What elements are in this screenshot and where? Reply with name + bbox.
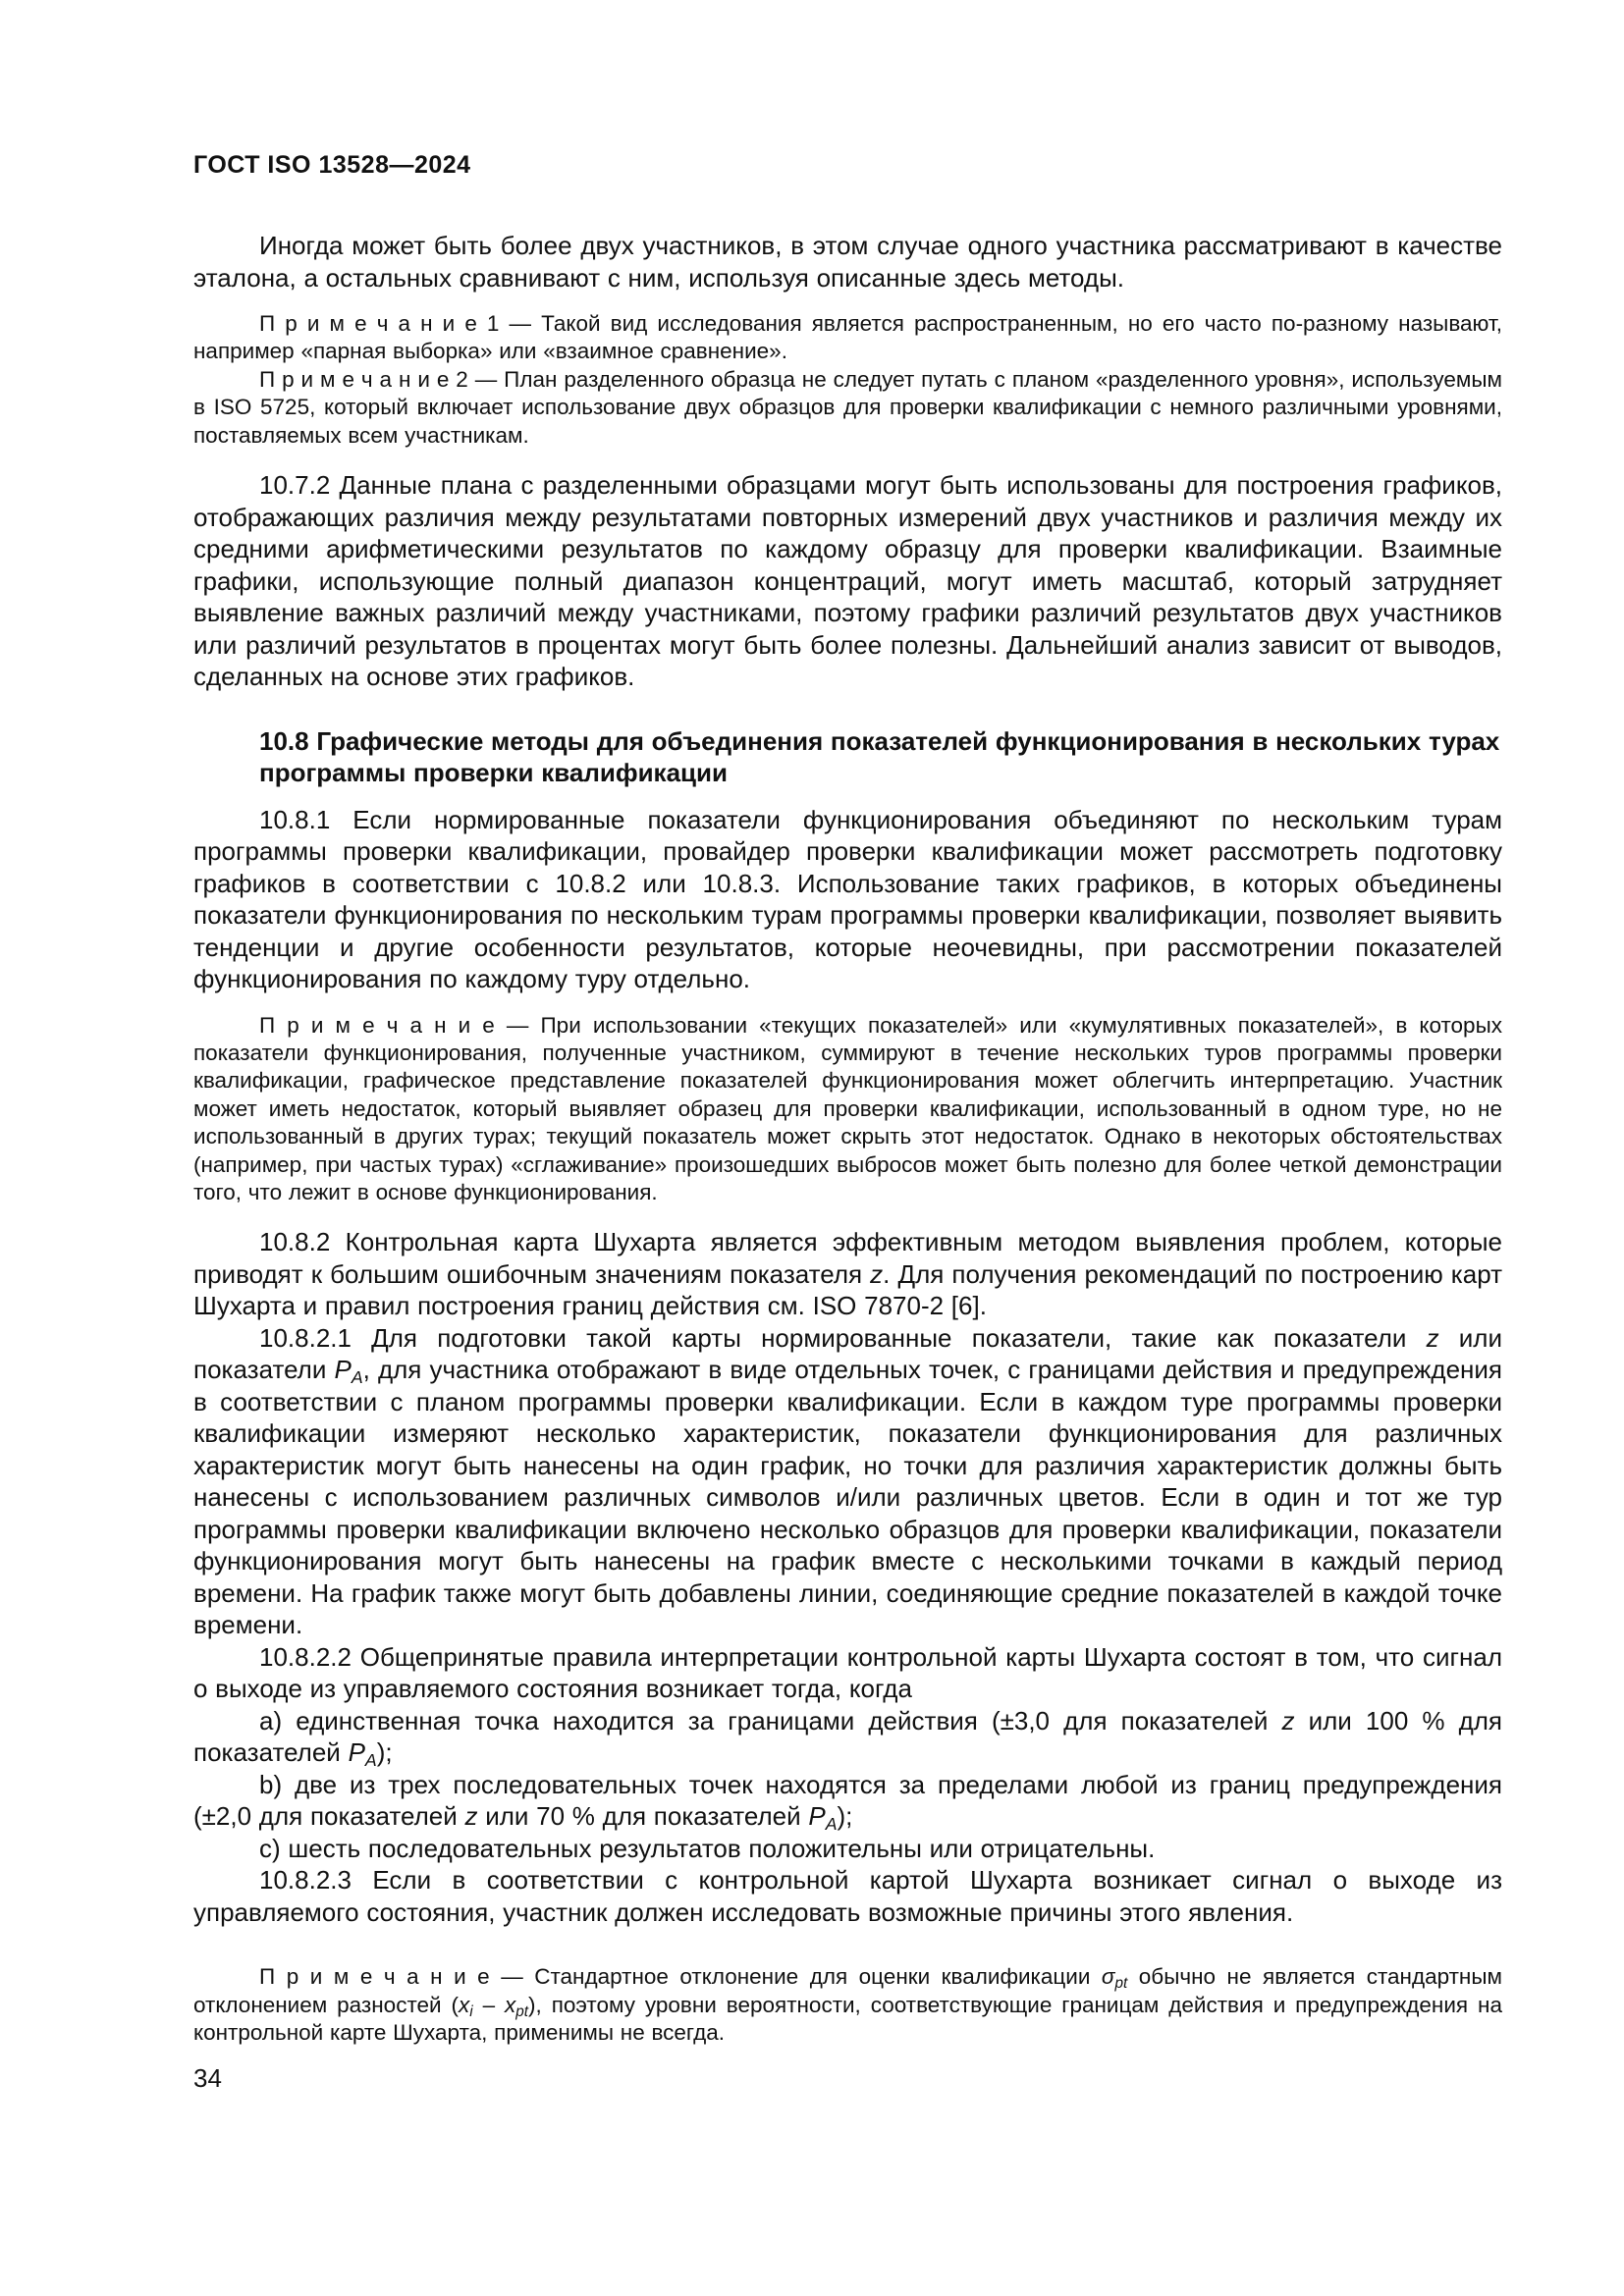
text-run: обычно не является стандартным отклонением разностей ( xyxy=(193,1964,1502,2017)
text-run: a) единственная точка находится за границами действия (±3,0 для показателей xyxy=(259,1705,1282,1735)
text-run: ); xyxy=(376,1737,393,1768)
clause-10-8-2-2 xyxy=(193,1641,1502,1705)
math-variable: x xyxy=(459,1992,470,2017)
text-run: 10.8.2.3 Если в соответствии с контрольной картой Шухарта возникает сигнал о выходе из управляемого состояния, участник должен исследовать возможные причины этого явления. xyxy=(193,1865,1502,1927)
heading-10-8 xyxy=(259,725,1502,789)
note-3 xyxy=(193,1012,1502,1207)
math-variable: pt xyxy=(1114,1975,1128,1993)
text-run: П р и м е ч а н и е 1 — Такой вид исследования является распространенным, но его часто по-разному называют, например «парная выборка» или «взаимное сравнение». xyxy=(193,311,1502,364)
text-run: ); xyxy=(837,1801,853,1832)
math-variable: P xyxy=(334,1355,352,1385)
note-2 xyxy=(193,366,1502,450)
page-number: 34 xyxy=(193,2062,222,2093)
clause-10-8-2 xyxy=(193,1226,1502,1322)
text-run: Иногда может быть более двух участников, в этом случае одного участника рассматривают в качестве эталона, а остальных сравнивают с ним, используя описанные здесь методы. xyxy=(193,231,1502,293)
running-header: ГОСТ ISO 13528—2024 xyxy=(193,151,471,179)
text-run: , для участника отображают в виде отдельных точек, с границами действия и предупреждения в соответствии с планом программы проверки квалификации. Если в каждом туре программы проверки квалификации измеряют несколько характеристик, показатели функционирования для различных характеристик могут быть нанесены на один график, но точки для различия характеристик должны быть нанесены с использованием различных символов и/или различных цветов. Если в один и тот же тур программы проверки квалификации включено несколько образцов для проверки квалификации, показатели функционирования могут быть нанесены на график вместе с несколькими точками в каждый период времени. На график также могут быть добавлены линии, соединяющие средние показателей в каждой точке времени. xyxy=(193,1355,1502,1640)
math-variable: A xyxy=(825,1813,838,1834)
math-variable: P xyxy=(348,1737,365,1768)
page-footer xyxy=(193,2062,1502,2094)
math-variable: z xyxy=(870,1258,884,1289)
text-run: 10.8.2 Контрольная карта Шухарта является эффективным методом выявления проблем, которые приводят к большим ошибочным значениям показателя xyxy=(193,1227,1502,1289)
math-variable: i xyxy=(469,2002,473,2020)
math-variable: σ xyxy=(1101,1964,1115,1990)
text-run: 10.8 Графические методы для объединения показателей функционирования в нескольких турах программы проверки квалификации xyxy=(259,725,1500,788)
note-4 xyxy=(193,1963,1502,2047)
math-variable: z xyxy=(1281,1705,1295,1735)
math-variable: pt xyxy=(515,2002,529,2020)
text-run: или показатели xyxy=(193,1322,1502,1385)
text-run: b) две из трех последовательных точек находятся за пределами любой из границ предупреждения (±2,0 для показателей xyxy=(193,1769,1502,1832)
text-run: 10.8.2.2 Общепринятые правила интерпретации контрольной карты Шухарта состоят в том, что сигнал о выходе из управляемого состояния возникает тогда, когда xyxy=(193,1641,1502,1704)
page-header xyxy=(193,152,1502,178)
text-run: c) шесть последовательных результатов положительны или отрицательны. xyxy=(259,1833,1156,1863)
math-variable: A xyxy=(351,1366,363,1387)
text-run: или 70 % для показателей xyxy=(477,1801,809,1832)
text-run: П р и м е ч а н и е 2 — План разделенного образца не следует путать с планом «разделенного уровня», используемым в ISO 5725, который включает использование двух образцов для проверки квалификации с немного различными уровнями, поставляемых всем участникам. xyxy=(193,366,1502,448)
math-variable: x xyxy=(505,1992,516,2017)
text-run: или 100 % для показателей xyxy=(193,1705,1503,1768)
document-blocks xyxy=(193,230,1502,2048)
list-item-a xyxy=(193,1705,1502,1769)
text-run: 10.7.2 Данные плана с разделенными образцами могут быть использованы для построения графиков, отображающих различия между результатами повторных измерений двух участников и различия между их средними арифметическими результатов по каждому образцу для проверки квалификации. Взаимные графики, использующие полный диапазон концентраций, могут иметь масштаб, который затрудняет выявление важных различий между участниками, поэтому графики различий результатов двух участников или различий результатов в процентах могут быть более полезны. Дальнейший анализ зависит от выводов, сделанных на основе этих графиков. xyxy=(193,470,1502,692)
clause-10-7-2 xyxy=(193,469,1502,693)
note-1 xyxy=(193,310,1502,366)
text-run: – xyxy=(472,1992,506,2017)
math-variable: A xyxy=(364,1749,377,1770)
text-run: ), поэтому уровни вероятности, соответствующие границам действия и предупреждения на контрольной карте Шухарта, применимы не всегда. xyxy=(193,1992,1502,2046)
text-run: 10.8.1 Если нормированные показатели функционирования объединяют по нескольким турам программы проверки квалификации, провайдер проверки квалификации может рассмотреть подготовку графиков в соответствии с 10.8.2 или 10.8.3. Использование таких графиков, в которых объединены показатели функционирования по нескольким турам программы проверки квалификации, позволяет выявить тенденции и другие особенности результатов, которые неочевидны, при рассмотрении показателей функционирования по каждому туру отдельно. xyxy=(193,804,1502,994)
list-item-b xyxy=(193,1769,1502,1833)
math-variable: P xyxy=(808,1801,826,1832)
paragraph-split-sample-intro xyxy=(193,230,1502,294)
math-variable: z xyxy=(1426,1322,1439,1353)
text-run: . Для получения рекомендаций по построению карт Шухарта и правил построения границ действия см. ISO 7870-2 [6]. xyxy=(193,1258,1503,1321)
clause-10-8-2-1 xyxy=(193,1322,1502,1641)
math-variable: z xyxy=(464,1801,478,1832)
clause-10-8-1 xyxy=(193,804,1502,995)
text-run: 10.8.2.1 Для подготовки такой карты нормированные показатели, такие как показатели xyxy=(259,1322,1427,1353)
text-run: П р и м е ч а н и е — Стандартное отклонение для оценки квалификации xyxy=(259,1964,1102,1990)
list-item-c xyxy=(193,1833,1502,1865)
clause-10-8-2-3 xyxy=(193,1864,1502,1928)
text-run: П р и м е ч а н и е — При использовании «текущих показателей» или «кумулятивных показателей», в которых показатели функционирования, полученные участником, суммируют в течение нескольких туров программы проверки квалификации, графическое представление показателей функционирования может облегчить интерпретацию. Участник может иметь недостаток, который выявляет образец для проверки квалификации, использованный в одном туре, но не использованный в других турах; текущий показатель может скрыть этот недостаток. Однако в некоторых обстоятельствах (например, при частых турах) «сглаживание» произошедших выбросов может быть полезно для более четкой демонстрации того, что лежит в основе функционирования. xyxy=(193,1012,1502,1204)
